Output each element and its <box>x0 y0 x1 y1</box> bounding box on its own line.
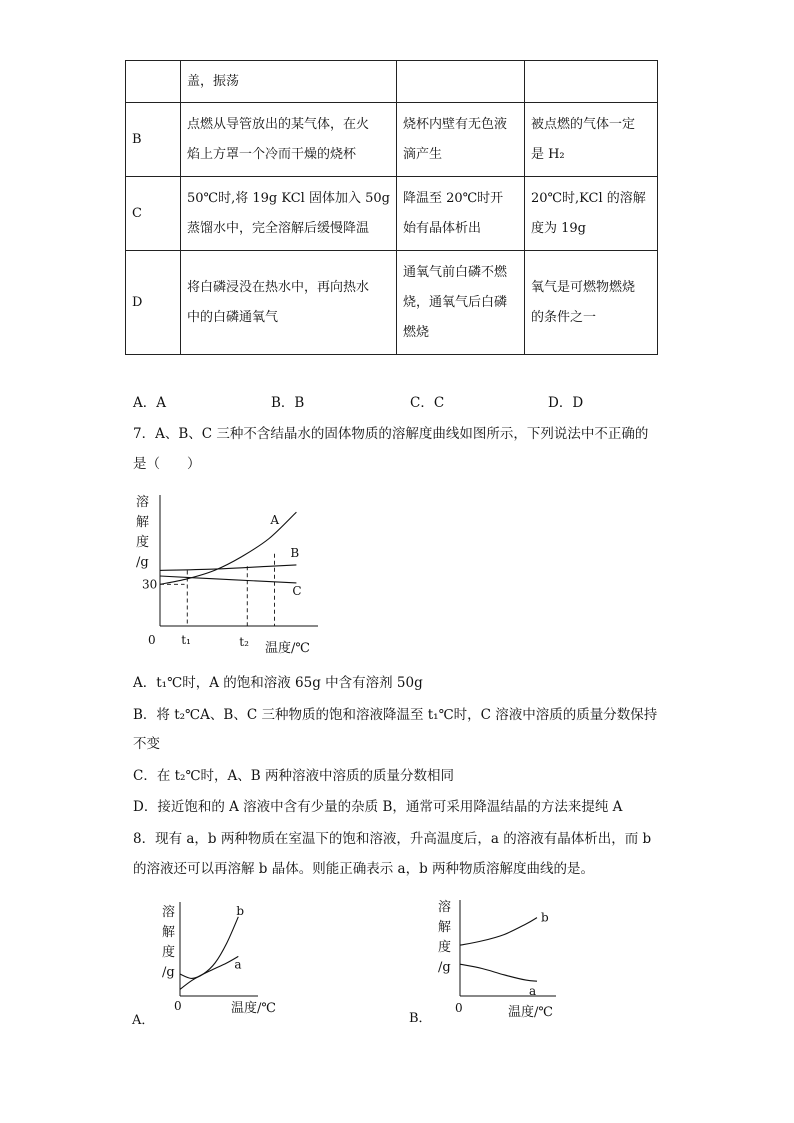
q6-option-c: C．C <box>410 395 445 411</box>
table-row <box>126 177 658 251</box>
row-label: B <box>132 131 142 147</box>
q6-option-b: B．B <box>271 395 305 411</box>
cell-phenomenon <box>396 177 524 251</box>
origin-label: 0 <box>455 1001 463 1015</box>
cell-line: 中的白磷通氧气 <box>187 309 279 325</box>
cell-phenomenon <box>396 251 524 355</box>
cell-line: 烧杯内壁有无色液 <box>402 116 507 132</box>
cell-line: 滴产生 <box>402 146 442 162</box>
row-label: D <box>132 294 143 310</box>
cell-line: 烧，通氧气后白磷 <box>402 294 507 310</box>
table-row <box>126 61 658 103</box>
cell-line: 通氧气前白磷不燃 <box>402 264 507 280</box>
option-label: B． <box>409 1011 432 1026</box>
origin-label: 0 <box>148 633 156 647</box>
series-label-C: C <box>292 583 302 598</box>
series-curve-C <box>160 576 296 583</box>
y-axis-label-char: 溶 <box>438 900 452 915</box>
q8-option-b-chart <box>405 896 570 1028</box>
y-axis-label-char: /g <box>438 960 451 975</box>
cell-label <box>126 251 181 355</box>
series-curve-B <box>160 565 296 571</box>
series-label-a: a <box>234 957 242 972</box>
y-axis-label-char: 解 <box>136 515 150 530</box>
cell-line: 蒸馏水中，完全溶解后缓慢降温 <box>187 220 370 236</box>
cell-line: 是 H₂ <box>530 146 565 162</box>
y-axis-label-char: /g <box>136 555 149 570</box>
cell-line: 点燃从导管放出的某气体，在火 <box>187 116 370 132</box>
y-axis-label-char: 解 <box>438 920 452 935</box>
x-axis-label: 温度/℃ <box>231 1001 276 1016</box>
cell-conclusion <box>524 251 657 355</box>
q7-option-a: A．t₁℃时，A 的饱和溶液 65g 中含有溶剂 50g <box>133 675 423 691</box>
cell-line: 焰上方罩一个冷而干燥的烧杯 <box>187 146 357 162</box>
cell-line: 将白磷浸没在热水中，再向热水 <box>187 279 370 295</box>
q8-stem-line2: 的溶液还可以再溶解 b 晶体。则能正确表示 a，b 两种物质溶解度曲线的是。 <box>133 861 594 877</box>
option-label: A． <box>132 1013 155 1028</box>
cell-phenomenon <box>396 103 524 177</box>
x-tick-label: t₂ <box>239 635 249 649</box>
cell-line: 20℃时,KCl 的溶解 <box>530 190 646 206</box>
cell-label <box>126 177 181 251</box>
cell-line: 氧气是可燃物燃烧 <box>530 279 635 295</box>
series-curve-b <box>180 917 238 979</box>
row-label: C <box>132 205 142 221</box>
cell-line: 降温至 20℃时开 <box>402 190 504 206</box>
cell-line: 50℃时,将 19g KCl 固体加入 50g <box>187 190 390 206</box>
y-axis-label-char: 度 <box>438 940 452 955</box>
cell-line: 始有晶体析出 <box>402 220 481 236</box>
x-tick-label: t₁ <box>181 633 191 647</box>
cell-conclusion <box>524 177 657 251</box>
q7-option-b-cont: 不变 <box>133 736 160 752</box>
q6-option-d: D．D <box>548 395 584 411</box>
series-curve-a <box>460 964 537 981</box>
series-curve-a <box>180 956 238 989</box>
x-axis-label: 温度/℃ <box>508 1005 553 1020</box>
y-axis-label-char: /g <box>162 965 175 980</box>
q7-stem-line2: 是（ ） <box>133 456 201 472</box>
cell-line: 的条件之一 <box>530 309 596 325</box>
cell-conclusion <box>524 61 657 103</box>
cell-label <box>126 103 181 177</box>
series-label-b: b <box>236 903 245 918</box>
cell-phenomenon <box>396 61 524 103</box>
cell-operation <box>181 251 397 355</box>
cell-conclusion <box>524 103 657 177</box>
y-axis-label-char: 解 <box>162 925 176 940</box>
experiment-table <box>125 60 658 355</box>
series-label-a: a <box>529 984 537 999</box>
table-row <box>126 103 658 177</box>
q7-option-c: C．在 t₂℃时，A、B 两种溶液中溶质的质量分数相同 <box>133 768 455 784</box>
series-label-b: b <box>541 910 549 925</box>
cell-line: 燃烧 <box>402 324 429 340</box>
q7-solubility-chart <box>128 488 328 660</box>
q7-option-d: D．接近饱和的 A 溶液中含有少量的杂质 B，通常可采用降温结晶的方法来提纯 A <box>133 799 623 815</box>
q8-stem-line1: 8．现有 a，b 两种物质在室温下的饱和溶液，升高温度后，a 的溶液有晶体析出，而 b <box>133 831 652 847</box>
y-axis-label-char: 溶 <box>162 905 176 920</box>
series-label-A: A <box>270 513 280 528</box>
cell-operation <box>181 61 397 103</box>
cell-line: 盖，振荡 <box>187 73 240 89</box>
origin-label: 0 <box>174 999 182 1013</box>
series-curve-b <box>460 918 537 946</box>
cell-operation <box>181 103 397 177</box>
y-axis-label-char: 溶 <box>136 495 150 510</box>
table-row <box>126 251 658 355</box>
x-axis-label: 温度/℃ <box>265 641 310 656</box>
cell-label <box>126 61 181 103</box>
q6-option-a: A．A <box>133 395 166 411</box>
series-label-B: B <box>290 545 300 560</box>
y-tick-label: 30 <box>142 577 158 592</box>
cell-line: 被点燃的气体一定 <box>530 116 635 132</box>
cell-line: 度为 19g <box>530 220 586 236</box>
q8-option-a-chart <box>128 898 288 1030</box>
cell-operation <box>181 177 397 251</box>
q7-stem-line1: 7．A、B、C 三种不含结晶水的固体物质的溶解度曲线如图所示，下列说法中不正确的 <box>133 426 649 442</box>
q7-option-b: B．将 t₂℃A、B、C 三种物质的饱和溶液降温至 t₁℃时，C 溶液中溶质的质量分数保持 <box>133 707 658 723</box>
y-axis-label-char: 度 <box>136 535 150 550</box>
y-axis-label-char: 度 <box>162 945 176 960</box>
